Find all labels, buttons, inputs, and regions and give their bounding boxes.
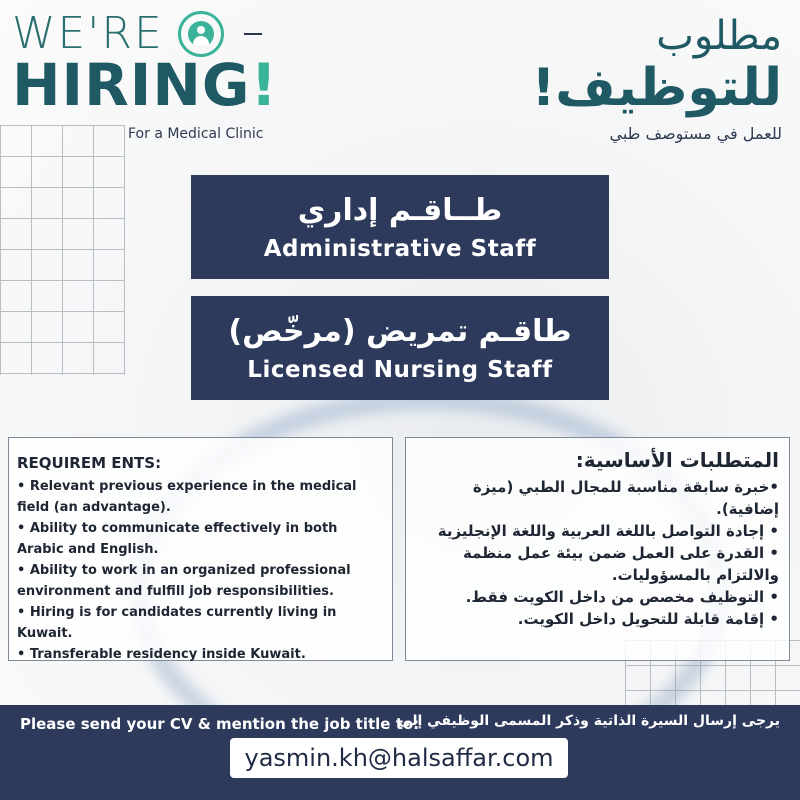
user-circle-icon [178,11,224,57]
hiring-heading-ar [532,14,782,143]
email-link[interactable]: yasmin.kh@halsaffar.com [230,738,568,778]
list-item: •خبرة سابقة مناسبة للمجال الطبي (ميزة إضافية). [472,478,779,518]
list-item: • Ability to work in an organized professional environment and fulfill job responsibilities. [17,563,351,599]
list-item: • إجادة التواصل باللغة العربية واللغة الإنجليزية [437,522,779,540]
grid-decoration-left [0,125,125,375]
hiring-exclamation: ! [250,51,278,119]
list-item: • Ability to communicate effectively in both Arabic and English. [17,521,338,557]
list-item: • Relevant previous experience in the medical field (an advantage). [17,479,357,515]
were-text: WE'RE [12,8,164,59]
hiring-heading-en [12,8,278,117]
list-item: • Hiring is for candidates currently living in Kuwait. [17,605,337,641]
dash-decoration [244,33,262,35]
job-title-ar: طــاقـم إداري [297,192,503,228]
list-item: • Transferable residency inside Kuwait. [17,647,306,662]
heading-ar-line2: للتوظيف! [531,58,782,118]
job-box-administrative [191,175,609,279]
job-title-ar: طاقـم تمريض (مرخّص) [228,313,572,349]
requirements-title: REQUIREM ENTS: [17,454,162,472]
job-box-nursing [191,296,609,400]
job-title-en: Licensed Nursing Staff [247,356,553,383]
footer-instruction-en: Please send your CV & mention the job title to: [20,715,420,733]
list-item: • إقامة قابلة للتحويل داخل الكويت. [517,610,779,628]
footer-instruction-ar: يرجى إرسال السيرة الذاتية وذكر المسمى الوظيفي إلى [398,713,780,729]
subtitle-en: For a Medical Clinic [128,126,264,142]
list-item: • القدرة على العمل ضمن بيئة عمل منظمة والالتزام بالمسؤوليات. [463,544,779,584]
subtitle-ar: للعمل في مستوصف طبي [609,124,782,143]
hiring-text: HIRING [12,51,251,119]
heading-ar-line1: مطلوب [656,13,782,59]
list-item: • التوظيف مخصص من داخل الكويت فقط. [465,588,779,606]
hiring-title [12,53,278,117]
requirements-title: المتطلبات الأساسية: [575,448,779,472]
requirements-box-ar [405,437,790,661]
footer [0,705,800,800]
job-title-en: Administrative Staff [263,235,537,262]
requirements-box-en [8,437,393,661]
